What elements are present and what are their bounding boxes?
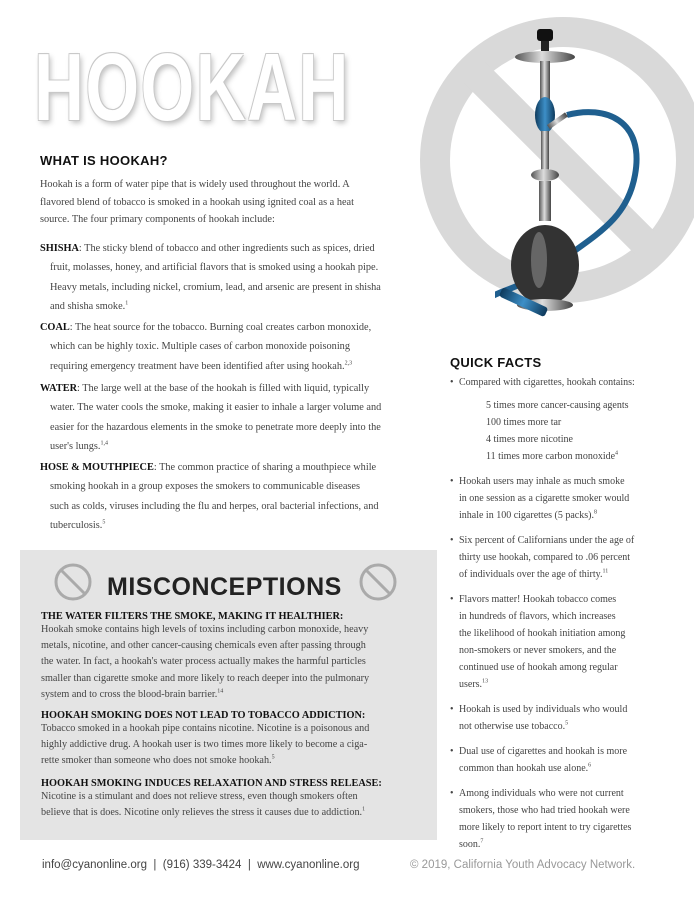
component-water: [40, 379, 420, 457]
misconception-text: smaller than cigarette smoke and more likely to reach deeper into the pulmonary: [41, 672, 370, 684]
footer: [42, 859, 636, 871]
reference: 5: [565, 720, 569, 727]
misconceptions-heading: MISCONCEPTIONS: [107, 573, 342, 601]
list-item: [450, 532, 665, 583]
component-coal: [40, 318, 420, 376]
misconception-text: highly addictive drug. A hookah user is two times more likely to become a ciga-: [41, 739, 368, 751]
component-text: user's lungs.: [50, 441, 101, 453]
component-term: COAL: [40, 322, 70, 333]
hookah-image: [495, 25, 665, 325]
fact-text: inhale in 100 cigarettes (5 packs).: [459, 510, 594, 521]
misconception-item: [41, 778, 421, 821]
fact-text: in one session as a cigarette smoker would: [459, 493, 630, 504]
reference: 6: [588, 762, 592, 769]
reference: 5: [271, 755, 275, 762]
misconception-title: HOOKAH SMOKING DOES NOT LEAD TO TOBACCO ADDICTION: [41, 710, 362, 721]
fact-text: • Dual use of cigarettes and hookah is more: [459, 746, 628, 757]
component-text: : The large well at the base of the hookah is filled with liquid, typically: [77, 383, 370, 394]
component-text: easier for the hazardous elements in the smoke to penetrate more deeply into the: [50, 421, 381, 433]
quick-facts-heading: QUICK FACTS: [450, 355, 542, 370]
reference: 13: [482, 678, 489, 685]
component-text: and shisha smoke.: [50, 301, 126, 313]
component-text: : The common practice of sharing a mouthpiece while: [153, 462, 377, 473]
fact-subitem: 5 times more cancer-causing agents: [486, 400, 629, 411]
misconception-item: [41, 710, 421, 770]
fact-text: in hundreds of flavors, which increases: [459, 611, 616, 622]
reference: 4: [615, 450, 619, 457]
misconception-text: system and to cross the blood-brain barrier.: [41, 688, 218, 700]
fact-text: • Hookah is used by individuals who would: [459, 704, 628, 715]
reference: 8: [593, 509, 597, 516]
fact-subitem: 11 times more carbon monoxide: [486, 451, 616, 462]
footer-copyright: © 2019, California Youth Advocacy Network.: [410, 859, 636, 871]
misconception-text: Tobacco smoked in a hookah pipe contains nicotine. Nicotine is a poisonous and: [41, 723, 370, 734]
component-text: : The sticky blend of tobacco and other ingredients such as spices, dried: [78, 243, 375, 254]
component-hose: [40, 458, 420, 536]
fact-text: • Flavors matter! Hookah tobacco comes: [459, 594, 617, 605]
quick-facts-section: [450, 355, 665, 861]
page-title: HOOKAH: [34, 34, 350, 141]
intro-line: flavored blend of tobacco is smoked in a hookah using ignited coal as a heat: [40, 196, 354, 208]
component-text: which can be highly toxic. Multiple cases of carbon monoxide poisoning: [50, 341, 350, 353]
list-item: [450, 743, 665, 777]
reference: 11: [602, 568, 609, 575]
fact-text: not otherwise use tobacco.: [459, 721, 566, 732]
misconception-title-colon: :: [378, 778, 382, 789]
list-item: [450, 473, 665, 524]
what-is-hookah-section: [40, 153, 400, 229]
fact-text: common than hookah use alone.: [459, 763, 589, 774]
ban-icon: [358, 562, 398, 602]
component-term: HOSE & MOUTHPIECE: [40, 462, 154, 473]
list-item: [450, 591, 665, 693]
fact-text: continued use of hookah among regular: [459, 662, 618, 673]
reference: 1: [125, 300, 129, 307]
intro-line: Hookah is a form of water pipe that is widely used throughout the world. A: [40, 179, 350, 190]
misconceptions-box: [20, 550, 437, 840]
component-text: such as colds, viruses including the flu and herpes, oral bacterial infections, and: [50, 500, 379, 512]
fact-subitem: 100 times more tar: [486, 417, 562, 428]
misconception-text: Hookah smoke contains high levels of toxins including carbon monoxide, heavy: [41, 624, 369, 635]
fact-text: soon.: [459, 839, 481, 850]
component-text: Heavy metals, including nickel, cromium, lead, and arsenic are present in shisha: [50, 281, 381, 293]
component-text: water. The water cools the smoke, making it easier to inhale a larger volume and: [50, 402, 382, 414]
fact-text: • Six percent of Californians under the age of: [459, 535, 635, 546]
reference: 2,3: [344, 360, 353, 367]
fact-text: • Among individuals who were not current: [459, 788, 624, 799]
reference: 1: [362, 806, 366, 813]
misconception-text: the water. In fact, a hookah's water process actually makes the harmful particles: [41, 656, 366, 668]
misconception-title: HOOKAH SMOKING INDUCES RELAXATION AND STRESS RELEASE: [41, 778, 379, 789]
fact-text: users.: [459, 679, 483, 690]
fact-text: thirty use hookah, compared to .06 percent: [459, 552, 631, 563]
component-text: smoking hookah in a group exposes the smokers to communicable diseases: [50, 481, 360, 493]
reference: 7: [480, 838, 484, 845]
component-text: : The heat source for the tobacco. Burning coal creates carbon monoxide,: [69, 322, 372, 333]
footer-contact: info@cyanonline.org | (916) 339-3424 | www.cyanonline.org: [42, 859, 360, 871]
misconception-text: Nicotine is a stimulant and does not relieve stress, even though smokers often: [41, 791, 358, 802]
misconception-title: THE WATER FILTERS THE SMOKE, MAKING IT HEALTHIER: [41, 611, 340, 622]
intro-line: source. The four primary components of hookah include:: [40, 214, 275, 226]
reference: 5: [102, 519, 106, 526]
misconception-item: [41, 611, 421, 703]
fact-text: • Compared with cigarettes, hookah contains:: [459, 377, 635, 388]
misconception-text: believe that is does. Nicotine only relieves the stress it causes due to addiction.: [41, 807, 363, 819]
fact-text: more likely to report intent to try cigarettes: [459, 822, 632, 833]
ban-icon: [53, 562, 93, 602]
what-heading: WHAT IS HOOKAH?: [40, 153, 168, 168]
component-term: SHISHA: [40, 243, 79, 254]
component-text: tuberculosis.: [50, 520, 103, 532]
component-text: fruit, molasses, honey, and artificial flavors that is smoked using a hookah pipe.: [50, 262, 379, 274]
misconception-title-colon: :: [361, 710, 366, 721]
fact-text: • Hookah users may inhale as much smoke: [459, 476, 625, 487]
component-shisha: [40, 239, 420, 317]
fact-text: of individuals over the age of thirty.: [459, 569, 603, 580]
fact-subitem: 4 times more nicotine: [486, 434, 573, 445]
misconception-text: rette smoker than someone who does not smoke hookah.: [41, 755, 272, 767]
misconception-text: metals, nicotine, and other cancer-causing chemicals even after passing through: [41, 640, 366, 652]
component-text: requiring emergency treatment have been identified after using hookah.: [50, 360, 345, 372]
reference: 14: [217, 688, 224, 695]
list-item: [450, 701, 665, 735]
list-item: [450, 374, 665, 465]
list-item: [450, 785, 665, 853]
component-term: WATER: [40, 383, 77, 394]
misconception-title-colon: :: [339, 611, 344, 622]
fact-text: the likelihood of hookah initiation among: [459, 628, 626, 639]
fact-text: smokers, those who had tried hookah were: [459, 805, 630, 816]
fact-text: non-smokers or never smokers, and the: [459, 645, 617, 656]
reference: 1,4: [100, 440, 108, 447]
